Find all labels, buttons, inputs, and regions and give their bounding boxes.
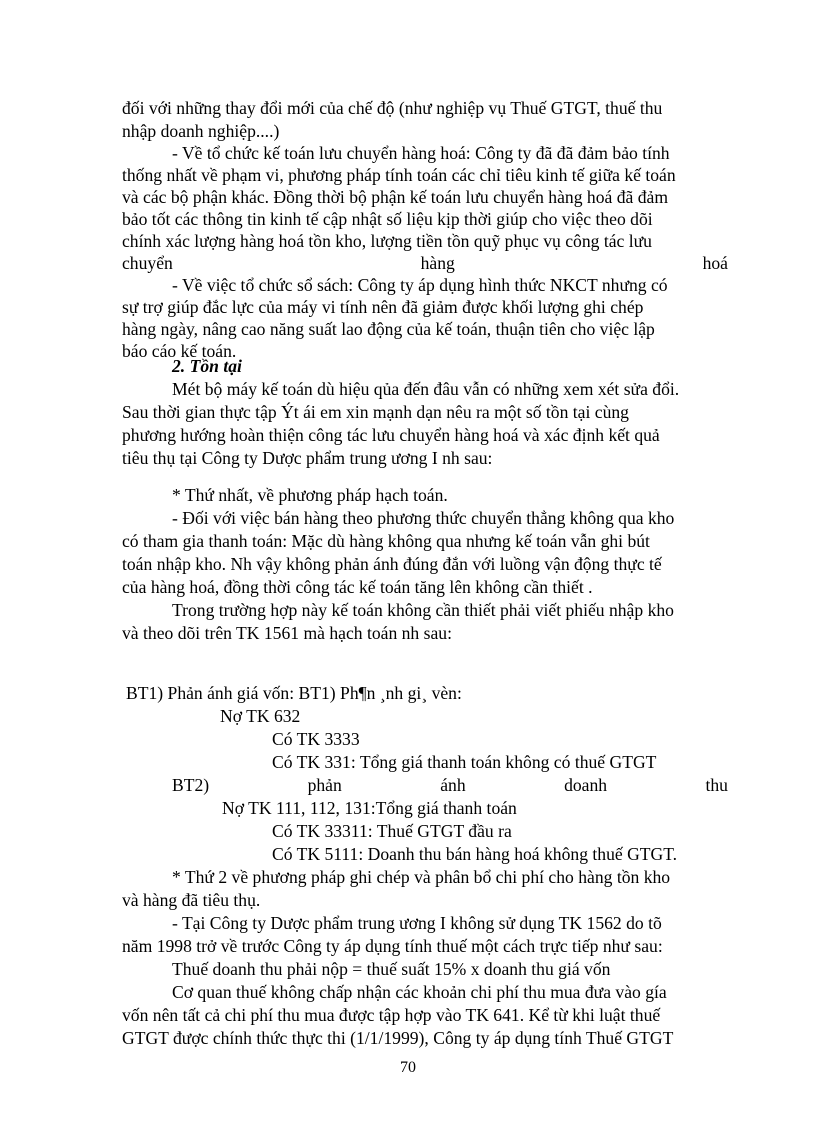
text-line: tiêu thụ tại Công ty Dược phẩm trung ương I nh sau: [122, 448, 493, 468]
word: ánh [440, 775, 466, 795]
text-line: chính xác lượng hàng hoá tồn kho, lượng tiền tồn quỹ phục vụ công tác lưu [122, 231, 652, 251]
word: hàng [420, 253, 455, 273]
entry-line: Có TK 5111: Doanh thu bán hàng hoá không thuế GTGT. [272, 844, 678, 864]
text-line: Trong trường hợp này kế toán không cần thiết phải viết phiếu nhập kho [172, 600, 674, 620]
text-line: có tham gia thanh toán: Mặc dù hàng không qua nhưng kế toán vẫn ghi bút [122, 531, 650, 551]
text-line: hàng ngày, nâng cao năng suất lao động của kế toán, thuận tiên cho việc lập [122, 319, 655, 339]
page-number: 70 [400, 1059, 416, 1076]
text-line: Sau thời gian thực tập Ýt ái em xin mạnh dạn nêu ra một số tồn tại cùng [122, 402, 629, 422]
text-line: nhập doanh nghiệp....) [122, 121, 280, 141]
entry-line: Có TK 3333 [272, 729, 360, 749]
text-line: và theo dõi trên TK 1561 mà hạch toán nh sau: [122, 623, 452, 643]
section-heading: 2. Tồn tại [172, 356, 242, 376]
formula-line: Thuế doanh thu phải nộp = thuế suất 15% x doanh thu giá vốn [172, 959, 611, 979]
text-line: Mét bộ máy kế toán dù hiệu qủa đến đâu vẫn có những xem xét sửa đổi. [172, 379, 680, 399]
entry-line: Có TK 33311: Thuế GTGT đầu ra [272, 821, 512, 841]
text-line: phương hướng hoàn thiện công tác lưu chuyển hàng hoá và xác định kết quả [122, 425, 660, 445]
text-line: báo cáo kế toán. [122, 341, 237, 361]
word: thu [705, 775, 728, 795]
text-line: thống nhất về phạm vi, phương pháp tính toán các chỉ tiêu kinh tế giữa kế toán [122, 165, 676, 185]
text-line: đối với những thay đổi mới của chế độ (như nghiệp vụ Thuế GTGT, thuế thu [122, 98, 663, 118]
text-line-justified [122, 252, 728, 274]
entry-line: Có TK 331: Tổng giá thanh toán không có thuế GTGT [272, 752, 657, 772]
text-line: - Về việc tổ chức sổ sách: Công ty áp dụng hình thức NKCT nhưng có [172, 275, 668, 295]
text-line: Cơ quan thuế không chấp nhận các khoản chi phí thu mua đưa vào gía [172, 982, 667, 1002]
text-line: bảo tốt các thông tin kinh tế cập nhật số liệu kịp thời giúp cho việc theo dõi [122, 209, 653, 229]
word: BT2) [172, 775, 210, 795]
entry-line: Nợ TK 632 [220, 706, 301, 726]
word: phản [307, 775, 342, 795]
text-line: năm 1998 trở về trước Công ty áp dụng tính thuế một cách trực tiếp như sau: [122, 936, 663, 956]
entry-line: BT1) Phản ánh giá vốn: BT1) Ph¶n ¸nh gi¸ vèn: [126, 683, 462, 703]
text-line: vốn nên tất cả chi phí thu mua được tập hợp vào TK 641. Kể từ khi luật thuế [122, 1005, 661, 1025]
text-line: của hàng hoá, đồng thời công tác kế toán tăng lên không cần thiết . [122, 577, 593, 597]
text-line: sự trợ giúp đắc lực của máy vi tính nên đã giảm được khối lượng ghi chép [122, 297, 644, 317]
text-line: và các bộ phận khác. Đồng thời bộ phận kế toán lưu chuyển hàng hoá đã đảm [122, 187, 668, 207]
word: hoá [702, 253, 728, 273]
entry-line: Nợ TK 111, 112, 131:Tổng giá thanh toán [222, 798, 517, 818]
text-line: GTGT được chính thức thực thi (1/1/1999), Công ty áp dụng tính Thuế GTGT [122, 1028, 674, 1048]
text-line: * Thứ 2 về phương pháp ghi chép và phân bổ chi phí cho hàng tồn kho [172, 867, 671, 887]
text-line: * Thứ nhất, về phương pháp hạch toán. [172, 485, 448, 505]
text-line: - Về tổ chức kế toán lưu chuyển hàng hoá: Công ty đã đã đảm bảo tính [172, 143, 670, 163]
entry-line-justified [172, 774, 728, 796]
text-line: - Tại Công ty Dược phẩm trung ương I không sử dụng TK 1562 do tõ [172, 913, 662, 933]
text-line: và hàng đã tiêu thụ. [122, 890, 261, 910]
text-line: toán nhập kho. Nh vậy không phản ánh đúng đắn với luồng vận động thực tế [122, 554, 662, 574]
text-line: - Đối với việc bán hàng theo phương thức chuyển thẳng không qua kho [172, 508, 675, 528]
word: doanh [564, 775, 608, 795]
word: chuyển [122, 253, 173, 273]
